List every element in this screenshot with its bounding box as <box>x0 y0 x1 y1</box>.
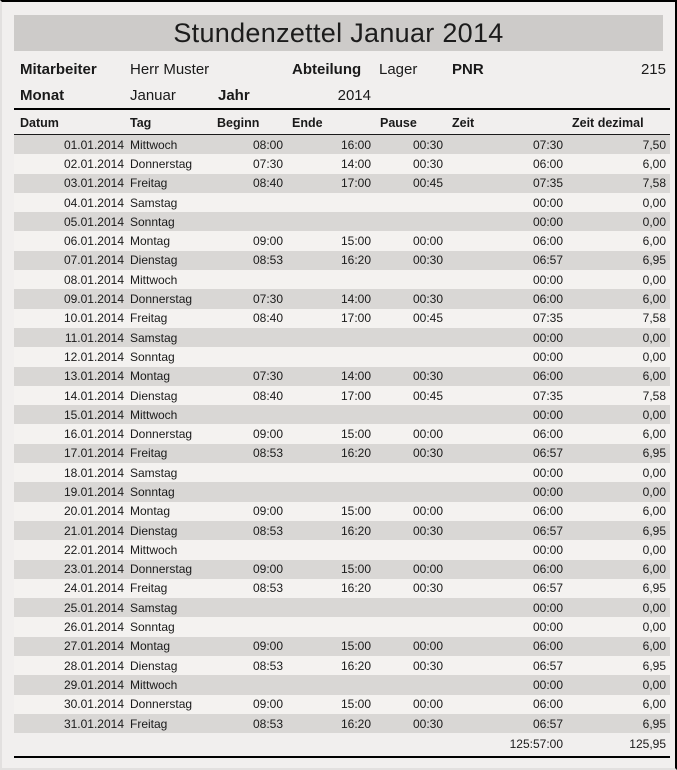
cell-zeit: 06:00 <box>447 154 567 173</box>
cell-zeit-dezimal: 6,00 <box>567 424 670 443</box>
cell-beginn <box>212 675 287 694</box>
cell-ende <box>287 617 375 636</box>
cell-zeit-dezimal: 6,95 <box>567 251 670 270</box>
cell-beginn: 09:00 <box>212 502 287 521</box>
cell-tag: Freitag <box>127 309 212 328</box>
column-header-beginn: Beginn <box>212 109 287 135</box>
cell-beginn <box>212 463 287 482</box>
table-row <box>14 598 670 617</box>
cell-pause: 00:30 <box>375 714 447 733</box>
table-row <box>14 502 670 521</box>
table-row <box>14 193 670 212</box>
table-row <box>14 521 670 540</box>
cell-tag: Dienstag <box>127 521 212 540</box>
cell-tag: Montag <box>127 637 212 656</box>
cell-ende <box>287 347 375 366</box>
cell-tag: Mittwoch <box>127 135 212 155</box>
cell-tag: Freitag <box>127 444 212 463</box>
cell-beginn: 09:00 <box>212 695 287 714</box>
cell-beginn <box>212 347 287 366</box>
cell-datum: 06.01.2014 <box>14 231 127 250</box>
cell-beginn: 09:00 <box>212 231 287 250</box>
cell-pause <box>375 212 447 231</box>
cell-zeit: 06:00 <box>447 289 567 308</box>
column-header-zeit-dezimal: Zeit dezimal <box>567 109 670 135</box>
cell-zeit-dezimal: 0,00 <box>567 405 670 424</box>
cell-pause: 00:30 <box>375 521 447 540</box>
cell-datum: 28.01.2014 <box>14 656 127 675</box>
cell-zeit-dezimal: 0,00 <box>567 540 670 559</box>
cell-pause: 00:30 <box>375 444 447 463</box>
cell-zeit: 06:57 <box>447 579 567 598</box>
table-row <box>14 482 670 501</box>
cell-pause <box>375 405 447 424</box>
table-row <box>14 405 670 424</box>
table-row <box>14 289 670 308</box>
cell-datum: 05.01.2014 <box>14 212 127 231</box>
total-zeit-dezimal: 125,95 <box>567 733 670 757</box>
cell-zeit: 06:57 <box>447 251 567 270</box>
cell-ende: 15:00 <box>287 637 375 656</box>
cell-zeit-dezimal: 6,00 <box>567 560 670 579</box>
column-header-zeit: Zeit <box>447 109 567 135</box>
cell-zeit: 00:00 <box>447 482 567 501</box>
totals-row <box>14 733 670 757</box>
cell-zeit-dezimal: 7,58 <box>567 174 670 193</box>
table-row <box>14 212 670 231</box>
cell-pause: 00:00 <box>375 637 447 656</box>
cell-zeit: 00:00 <box>447 675 567 694</box>
cell-zeit: 06:00 <box>447 231 567 250</box>
cell-datum: 15.01.2014 <box>14 405 127 424</box>
cell-pause <box>375 482 447 501</box>
cell-zeit: 06:00 <box>447 502 567 521</box>
cell-pause <box>375 617 447 636</box>
mitarbeiter-value: Herr Muster <box>130 60 210 78</box>
mitarbeiter-label: Mitarbeiter <box>20 60 97 78</box>
cell-datum: 18.01.2014 <box>14 463 127 482</box>
cell-pause <box>375 598 447 617</box>
cell-zeit-dezimal: 0,00 <box>567 617 670 636</box>
cell-zeit-dezimal: 0,00 <box>567 598 670 617</box>
cell-zeit: 00:00 <box>447 617 567 636</box>
table-row <box>14 367 670 386</box>
monat-label: Monat <box>14 82 127 109</box>
cell-beginn <box>212 540 287 559</box>
cell-ende <box>287 405 375 424</box>
cell-ende: 16:20 <box>287 714 375 733</box>
cell-zeit-dezimal: 6,00 <box>567 367 670 386</box>
cell-zeit: 00:00 <box>447 347 567 366</box>
table-row <box>14 135 670 155</box>
cell-ende <box>287 328 375 347</box>
column-header-row <box>14 109 670 135</box>
cell-pause: 00:30 <box>375 367 447 386</box>
title-bar <box>14 15 663 51</box>
cell-beginn: 08:53 <box>212 444 287 463</box>
cell-datum: 10.01.2014 <box>14 309 127 328</box>
monat-value: Januar <box>127 82 212 109</box>
cell-ende: 14:00 <box>287 289 375 308</box>
table-row <box>14 695 670 714</box>
cell-datum: 01.01.2014 <box>14 135 127 155</box>
cell-datum: 25.01.2014 <box>14 598 127 617</box>
cell-zeit-dezimal: 0,00 <box>567 347 670 366</box>
cell-ende: 16:20 <box>287 656 375 675</box>
cell-beginn <box>212 212 287 231</box>
cell-pause <box>375 347 447 366</box>
cell-beginn: 09:00 <box>212 424 287 443</box>
total-zeit: 125:57:00 <box>447 733 567 757</box>
info-row-employee <box>14 56 670 82</box>
cell-beginn: 08:53 <box>212 251 287 270</box>
cell-zeit: 00:00 <box>447 463 567 482</box>
cell-tag: Samstag <box>127 328 212 347</box>
cell-ende: 16:20 <box>287 251 375 270</box>
cell-beginn <box>212 193 287 212</box>
cell-ende: 14:00 <box>287 154 375 173</box>
cell-zeit-dezimal: 7,58 <box>567 386 670 405</box>
cell-zeit: 06:57 <box>447 444 567 463</box>
cell-ende <box>287 482 375 501</box>
cell-tag: Sonntag <box>127 347 212 366</box>
cell-tag: Mittwoch <box>127 405 212 424</box>
column-header-datum: Datum <box>14 109 127 135</box>
cell-zeit: 06:57 <box>447 521 567 540</box>
cell-datum: 07.01.2014 <box>14 251 127 270</box>
cell-zeit-dezimal: 0,00 <box>567 675 670 694</box>
cell-ende: 15:00 <box>287 560 375 579</box>
cell-zeit: 06:00 <box>447 424 567 443</box>
cell-ende: 14:00 <box>287 367 375 386</box>
cell-zeit-dezimal: 6,95 <box>567 579 670 598</box>
cell-pause: 00:30 <box>375 154 447 173</box>
table-row <box>14 637 670 656</box>
cell-tag: Donnerstag <box>127 154 212 173</box>
cell-pause <box>375 463 447 482</box>
cell-tag: Montag <box>127 502 212 521</box>
cell-beginn <box>212 482 287 501</box>
cell-tag: Mittwoch <box>127 270 212 289</box>
timesheet-table <box>14 56 670 758</box>
cell-beginn: 08:53 <box>212 656 287 675</box>
cell-beginn <box>212 598 287 617</box>
cell-zeit-dezimal: 7,58 <box>567 309 670 328</box>
cell-pause <box>375 675 447 694</box>
cell-pause: 00:30 <box>375 579 447 598</box>
cell-zeit: 06:00 <box>447 367 567 386</box>
cell-beginn: 07:30 <box>212 289 287 308</box>
cell-tag: Freitag <box>127 579 212 598</box>
cell-datum: 19.01.2014 <box>14 482 127 501</box>
cell-datum: 24.01.2014 <box>14 579 127 598</box>
cell-pause <box>375 540 447 559</box>
table-row <box>14 675 670 694</box>
cell-zeit: 00:00 <box>447 212 567 231</box>
table-row <box>14 270 670 289</box>
cell-ende <box>287 598 375 617</box>
cell-tag: Dienstag <box>127 251 212 270</box>
cell-zeit-dezimal: 6,00 <box>567 695 670 714</box>
table-row <box>14 617 670 636</box>
cell-ende: 16:20 <box>287 521 375 540</box>
cell-zeit: 00:00 <box>447 540 567 559</box>
cell-tag: Mittwoch <box>127 675 212 694</box>
cell-zeit: 06:00 <box>447 695 567 714</box>
cell-zeit-dezimal: 0,00 <box>567 193 670 212</box>
cell-beginn: 08:53 <box>212 714 287 733</box>
cell-tag: Montag <box>127 231 212 250</box>
table-row <box>14 540 670 559</box>
cell-pause <box>375 270 447 289</box>
cell-beginn: 09:00 <box>212 560 287 579</box>
cell-zeit: 06:57 <box>447 656 567 675</box>
abteilung-label: Abteilung <box>292 60 362 78</box>
column-header-tag: Tag <box>127 109 212 135</box>
cell-datum: 04.01.2014 <box>14 193 127 212</box>
abteilung-value: Lager <box>379 60 418 78</box>
cell-pause: 00:00 <box>375 502 447 521</box>
cell-zeit-dezimal: 0,00 <box>567 270 670 289</box>
column-header-section <box>14 109 670 135</box>
cell-zeit: 07:35 <box>447 386 567 405</box>
cell-ende: 16:20 <box>287 444 375 463</box>
cell-beginn: 07:30 <box>212 367 287 386</box>
cell-beginn: 08:53 <box>212 579 287 598</box>
cell-beginn <box>212 617 287 636</box>
table-row <box>14 154 670 173</box>
cell-ende: 15:00 <box>287 424 375 443</box>
cell-zeit: 00:00 <box>447 598 567 617</box>
cell-zeit: 00:00 <box>447 328 567 347</box>
cell-beginn: 08:40 <box>212 174 287 193</box>
cell-zeit-dezimal: 6,00 <box>567 154 670 173</box>
cell-datum: 17.01.2014 <box>14 444 127 463</box>
page-title: Stundenzettel Januar 2014 <box>173 17 504 48</box>
column-header-pause: Pause <box>375 109 447 135</box>
cell-datum: 26.01.2014 <box>14 617 127 636</box>
cell-ende: 15:00 <box>287 231 375 250</box>
cell-pause: 00:30 <box>375 135 447 155</box>
cell-beginn: 08:53 <box>212 521 287 540</box>
cell-beginn: 08:40 <box>212 309 287 328</box>
cell-zeit-dezimal: 0,00 <box>567 463 670 482</box>
cell-pause <box>375 328 447 347</box>
cell-ende: 15:00 <box>287 502 375 521</box>
cell-ende <box>287 212 375 231</box>
cell-tag: Freitag <box>127 174 212 193</box>
cell-beginn: 08:00 <box>212 135 287 155</box>
cell-ende: 17:00 <box>287 386 375 405</box>
cell-tag: Sonntag <box>127 482 212 501</box>
cell-zeit-dezimal: 0,00 <box>567 212 670 231</box>
cell-ende: 16:20 <box>287 579 375 598</box>
cell-ende <box>287 193 375 212</box>
cell-datum: 03.01.2014 <box>14 174 127 193</box>
table-row <box>14 656 670 675</box>
pnr-label: PNR <box>452 60 484 78</box>
cell-zeit-dezimal: 6,95 <box>567 714 670 733</box>
cell-ende <box>287 463 375 482</box>
cell-tag: Freitag <box>127 714 212 733</box>
cell-zeit: 06:00 <box>447 637 567 656</box>
cell-datum: 14.01.2014 <box>14 386 127 405</box>
cell-tag: Dienstag <box>127 386 212 405</box>
cell-zeit-dezimal: 0,00 <box>567 328 670 347</box>
table-row <box>14 579 670 598</box>
cell-ende <box>287 270 375 289</box>
cell-zeit-dezimal: 6,95 <box>567 656 670 675</box>
cell-zeit: 00:00 <box>447 405 567 424</box>
cell-datum: 09.01.2014 <box>14 289 127 308</box>
cell-tag: Sonntag <box>127 212 212 231</box>
cell-pause: 00:30 <box>375 656 447 675</box>
cell-tag: Donnerstag <box>127 424 212 443</box>
cell-ende: 17:00 <box>287 309 375 328</box>
cell-beginn <box>212 405 287 424</box>
table-row <box>14 714 670 733</box>
cell-tag: Dienstag <box>127 656 212 675</box>
cell-datum: 31.01.2014 <box>14 714 127 733</box>
info-filler <box>375 82 670 109</box>
cell-tag: Donnerstag <box>127 560 212 579</box>
totals-section <box>14 733 670 757</box>
cell-zeit: 07:30 <box>447 135 567 155</box>
cell-zeit-dezimal: 0,00 <box>567 482 670 501</box>
pnr-value: 215 <box>640 60 666 78</box>
cell-ende: 16:00 <box>287 135 375 155</box>
cell-datum: 22.01.2014 <box>14 540 127 559</box>
cell-pause <box>375 193 447 212</box>
cell-pause: 00:45 <box>375 386 447 405</box>
cell-zeit-dezimal: 6,95 <box>567 521 670 540</box>
cell-zeit: 07:35 <box>447 174 567 193</box>
jahr-value: 2014 <box>287 82 375 109</box>
table-row <box>14 328 670 347</box>
cell-datum: 13.01.2014 <box>14 367 127 386</box>
cell-ende <box>287 540 375 559</box>
cell-tag: Montag <box>127 367 212 386</box>
cell-zeit-dezimal: 6,00 <box>567 637 670 656</box>
totals-spacer <box>14 733 447 757</box>
timesheet-sheet <box>2 2 675 758</box>
cell-zeit: 00:00 <box>447 193 567 212</box>
cell-datum: 16.01.2014 <box>14 424 127 443</box>
cell-beginn <box>212 328 287 347</box>
cell-zeit: 06:57 <box>447 714 567 733</box>
cell-datum: 27.01.2014 <box>14 637 127 656</box>
table-row <box>14 444 670 463</box>
cell-tag: Mittwoch <box>127 540 212 559</box>
cell-beginn: 09:00 <box>212 637 287 656</box>
cell-pause: 00:00 <box>375 424 447 443</box>
cell-tag: Donnerstag <box>127 289 212 308</box>
cell-zeit-dezimal: 6,00 <box>567 231 670 250</box>
cell-ende: 17:00 <box>287 174 375 193</box>
cell-pause: 00:45 <box>375 309 447 328</box>
cell-datum: 23.01.2014 <box>14 560 127 579</box>
cell-pause: 00:45 <box>375 174 447 193</box>
cell-pause: 00:00 <box>375 231 447 250</box>
cell-beginn: 07:30 <box>212 154 287 173</box>
cell-datum: 11.01.2014 <box>14 328 127 347</box>
cell-pause: 00:00 <box>375 560 447 579</box>
cell-zeit-dezimal: 7,50 <box>567 135 670 155</box>
table-row <box>14 424 670 443</box>
cell-datum: 29.01.2014 <box>14 675 127 694</box>
cell-zeit-dezimal: 6,00 <box>567 289 670 308</box>
cell-pause: 00:30 <box>375 251 447 270</box>
info-section <box>14 56 670 109</box>
table-row <box>14 347 670 366</box>
cell-datum: 20.01.2014 <box>14 502 127 521</box>
table-row <box>14 231 670 250</box>
cell-tag: Sonntag <box>127 617 212 636</box>
cell-datum: 12.01.2014 <box>14 347 127 366</box>
info-row-month <box>14 82 670 109</box>
cell-tag: Samstag <box>127 193 212 212</box>
cell-ende: 15:00 <box>287 695 375 714</box>
table-row <box>14 560 670 579</box>
cell-zeit: 06:00 <box>447 560 567 579</box>
column-header-ende: Ende <box>287 109 375 135</box>
timesheet-body <box>14 135 670 734</box>
cell-tag: Donnerstag <box>127 695 212 714</box>
cell-datum: 21.01.2014 <box>14 521 127 540</box>
cell-datum: 02.01.2014 <box>14 154 127 173</box>
cell-zeit: 07:35 <box>447 309 567 328</box>
cell-beginn: 08:40 <box>212 386 287 405</box>
cell-zeit-dezimal: 6,00 <box>567 502 670 521</box>
table-row <box>14 463 670 482</box>
cell-pause: 00:00 <box>375 695 447 714</box>
cell-tag: Samstag <box>127 598 212 617</box>
cell-zeit: 00:00 <box>447 270 567 289</box>
cell-datum: 08.01.2014 <box>14 270 127 289</box>
cell-beginn <box>212 270 287 289</box>
cell-pause: 00:30 <box>375 289 447 308</box>
table-row <box>14 386 670 405</box>
cell-ende <box>287 675 375 694</box>
cell-zeit-dezimal: 6,95 <box>567 444 670 463</box>
table-row <box>14 174 670 193</box>
cell-tag: Samstag <box>127 463 212 482</box>
table-row <box>14 251 670 270</box>
cell-datum: 30.01.2014 <box>14 695 127 714</box>
jahr-label: Jahr <box>212 82 287 109</box>
table-row <box>14 309 670 328</box>
